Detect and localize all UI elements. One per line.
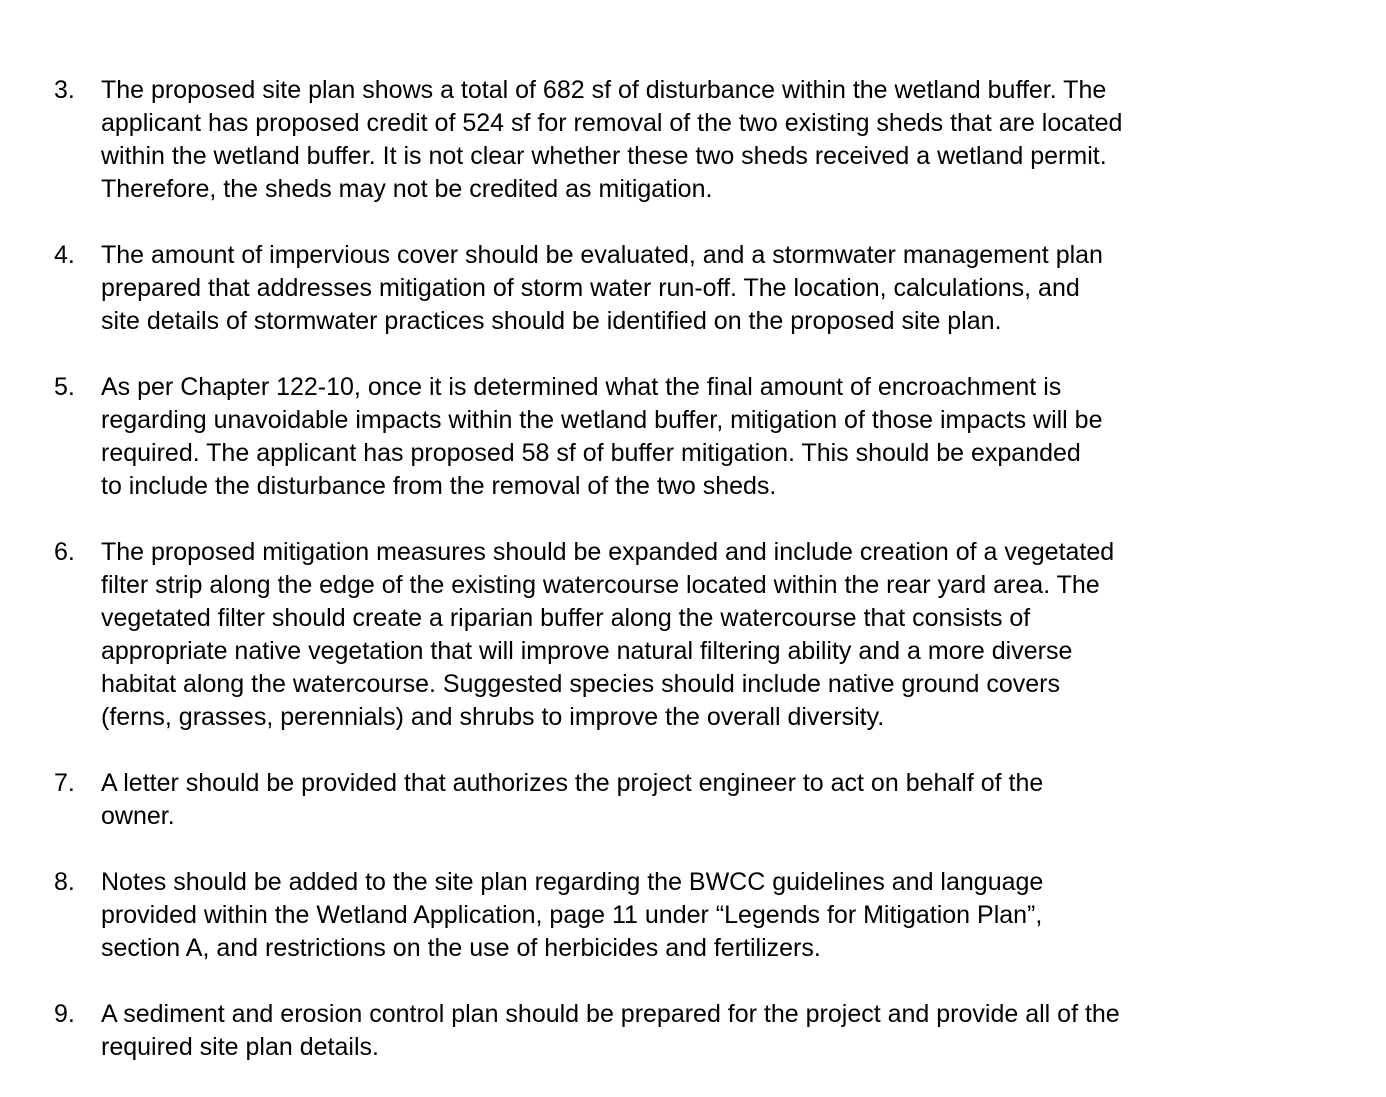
- numbered-list: [0, 74, 1386, 1097]
- text-line: to include the disturbance from the removal of the two sheds.: [101, 472, 777, 500]
- list-item-number: 7.: [54, 769, 75, 797]
- list-item: [0, 998, 1386, 1064]
- list-item-text: [101, 767, 1386, 833]
- text-line: A sediment and erosion control plan should be prepared for the project and provide all of the: [101, 1000, 1120, 1028]
- text-line: Notes should be added to the site plan regarding the BWCC guidelines and language: [101, 868, 1044, 896]
- text-line: regarding unavoidable impacts within the wetland buffer, mitigation of those impacts will be: [101, 406, 1103, 434]
- text-line: owner.: [101, 802, 175, 830]
- list-item-text: [101, 998, 1386, 1064]
- text-line: vegetated filter should create a riparian buffer along the watercourse that consists of: [101, 604, 1031, 632]
- text-line: filter strip along the edge of the existing watercourse located within the rear yard area. The: [101, 571, 1100, 599]
- text-line: habitat along the watercourse. Suggested species should include native ground covers: [101, 670, 1060, 698]
- text-line: A letter should be provided that authorizes the project engineer to act on behalf of the: [101, 769, 1044, 797]
- list-item: [0, 239, 1386, 338]
- text-line: (ferns, grasses, perennials) and shrubs to improve the overall diversity.: [101, 703, 885, 731]
- list-item-number: 9.: [54, 1000, 75, 1028]
- list-item-number: 6.: [54, 538, 75, 566]
- text-line: required. The applicant has proposed 58 sf of buffer mitigation. This should be expanded: [101, 439, 1081, 467]
- text-line: required site plan details.: [101, 1033, 379, 1061]
- text-line: prepared that addresses mitigation of storm water run-off. The location, calculations, and: [101, 274, 1080, 302]
- list-item-number: 8.: [54, 868, 75, 896]
- text-line: The proposed site plan shows a total of 682 sf of disturbance within the wetland buffer. The: [101, 76, 1107, 104]
- list-item-number: 3.: [54, 76, 75, 104]
- text-line: appropriate native vegetation that will improve natural filtering ability and a more diverse: [101, 637, 1073, 665]
- text-line: provided within the Wetland Application, page 11 under “Legends for Mitigation Plan”,: [101, 901, 1043, 929]
- list-item-text: [101, 536, 1386, 734]
- list-item: [0, 536, 1386, 734]
- list-item-number: 4.: [54, 241, 75, 269]
- text-line: As per Chapter 122-10, once it is determined what the final amount of encroachment is: [101, 373, 1062, 401]
- text-line: The amount of impervious cover should be evaluated, and a stormwater management plan: [101, 241, 1103, 269]
- text-line: site details of stormwater practices should be identified on the proposed site plan.: [101, 307, 1002, 335]
- list-item-text: [101, 371, 1386, 503]
- list-item: [0, 767, 1386, 833]
- list-item: [0, 371, 1386, 503]
- text-line: section A, and restrictions on the use of herbicides and fertilizers.: [101, 934, 821, 962]
- text-line: Therefore, the sheds may not be credited as mitigation.: [101, 175, 713, 203]
- list-item-text: [101, 866, 1386, 965]
- list-item-number: 5.: [54, 373, 75, 401]
- list-item-text: [101, 74, 1386, 206]
- list-item-text: [101, 239, 1386, 338]
- list-item: [0, 866, 1386, 965]
- text-line: applicant has proposed credit of 524 sf for removal of the two existing sheds that are located: [101, 109, 1123, 137]
- text-line: within the wetland buffer. It is not clear whether these two sheds received a wetland permit.: [101, 142, 1107, 170]
- list-item: [0, 74, 1386, 206]
- text-line: The proposed mitigation measures should be expanded and include creation of a vegetated: [101, 538, 1115, 566]
